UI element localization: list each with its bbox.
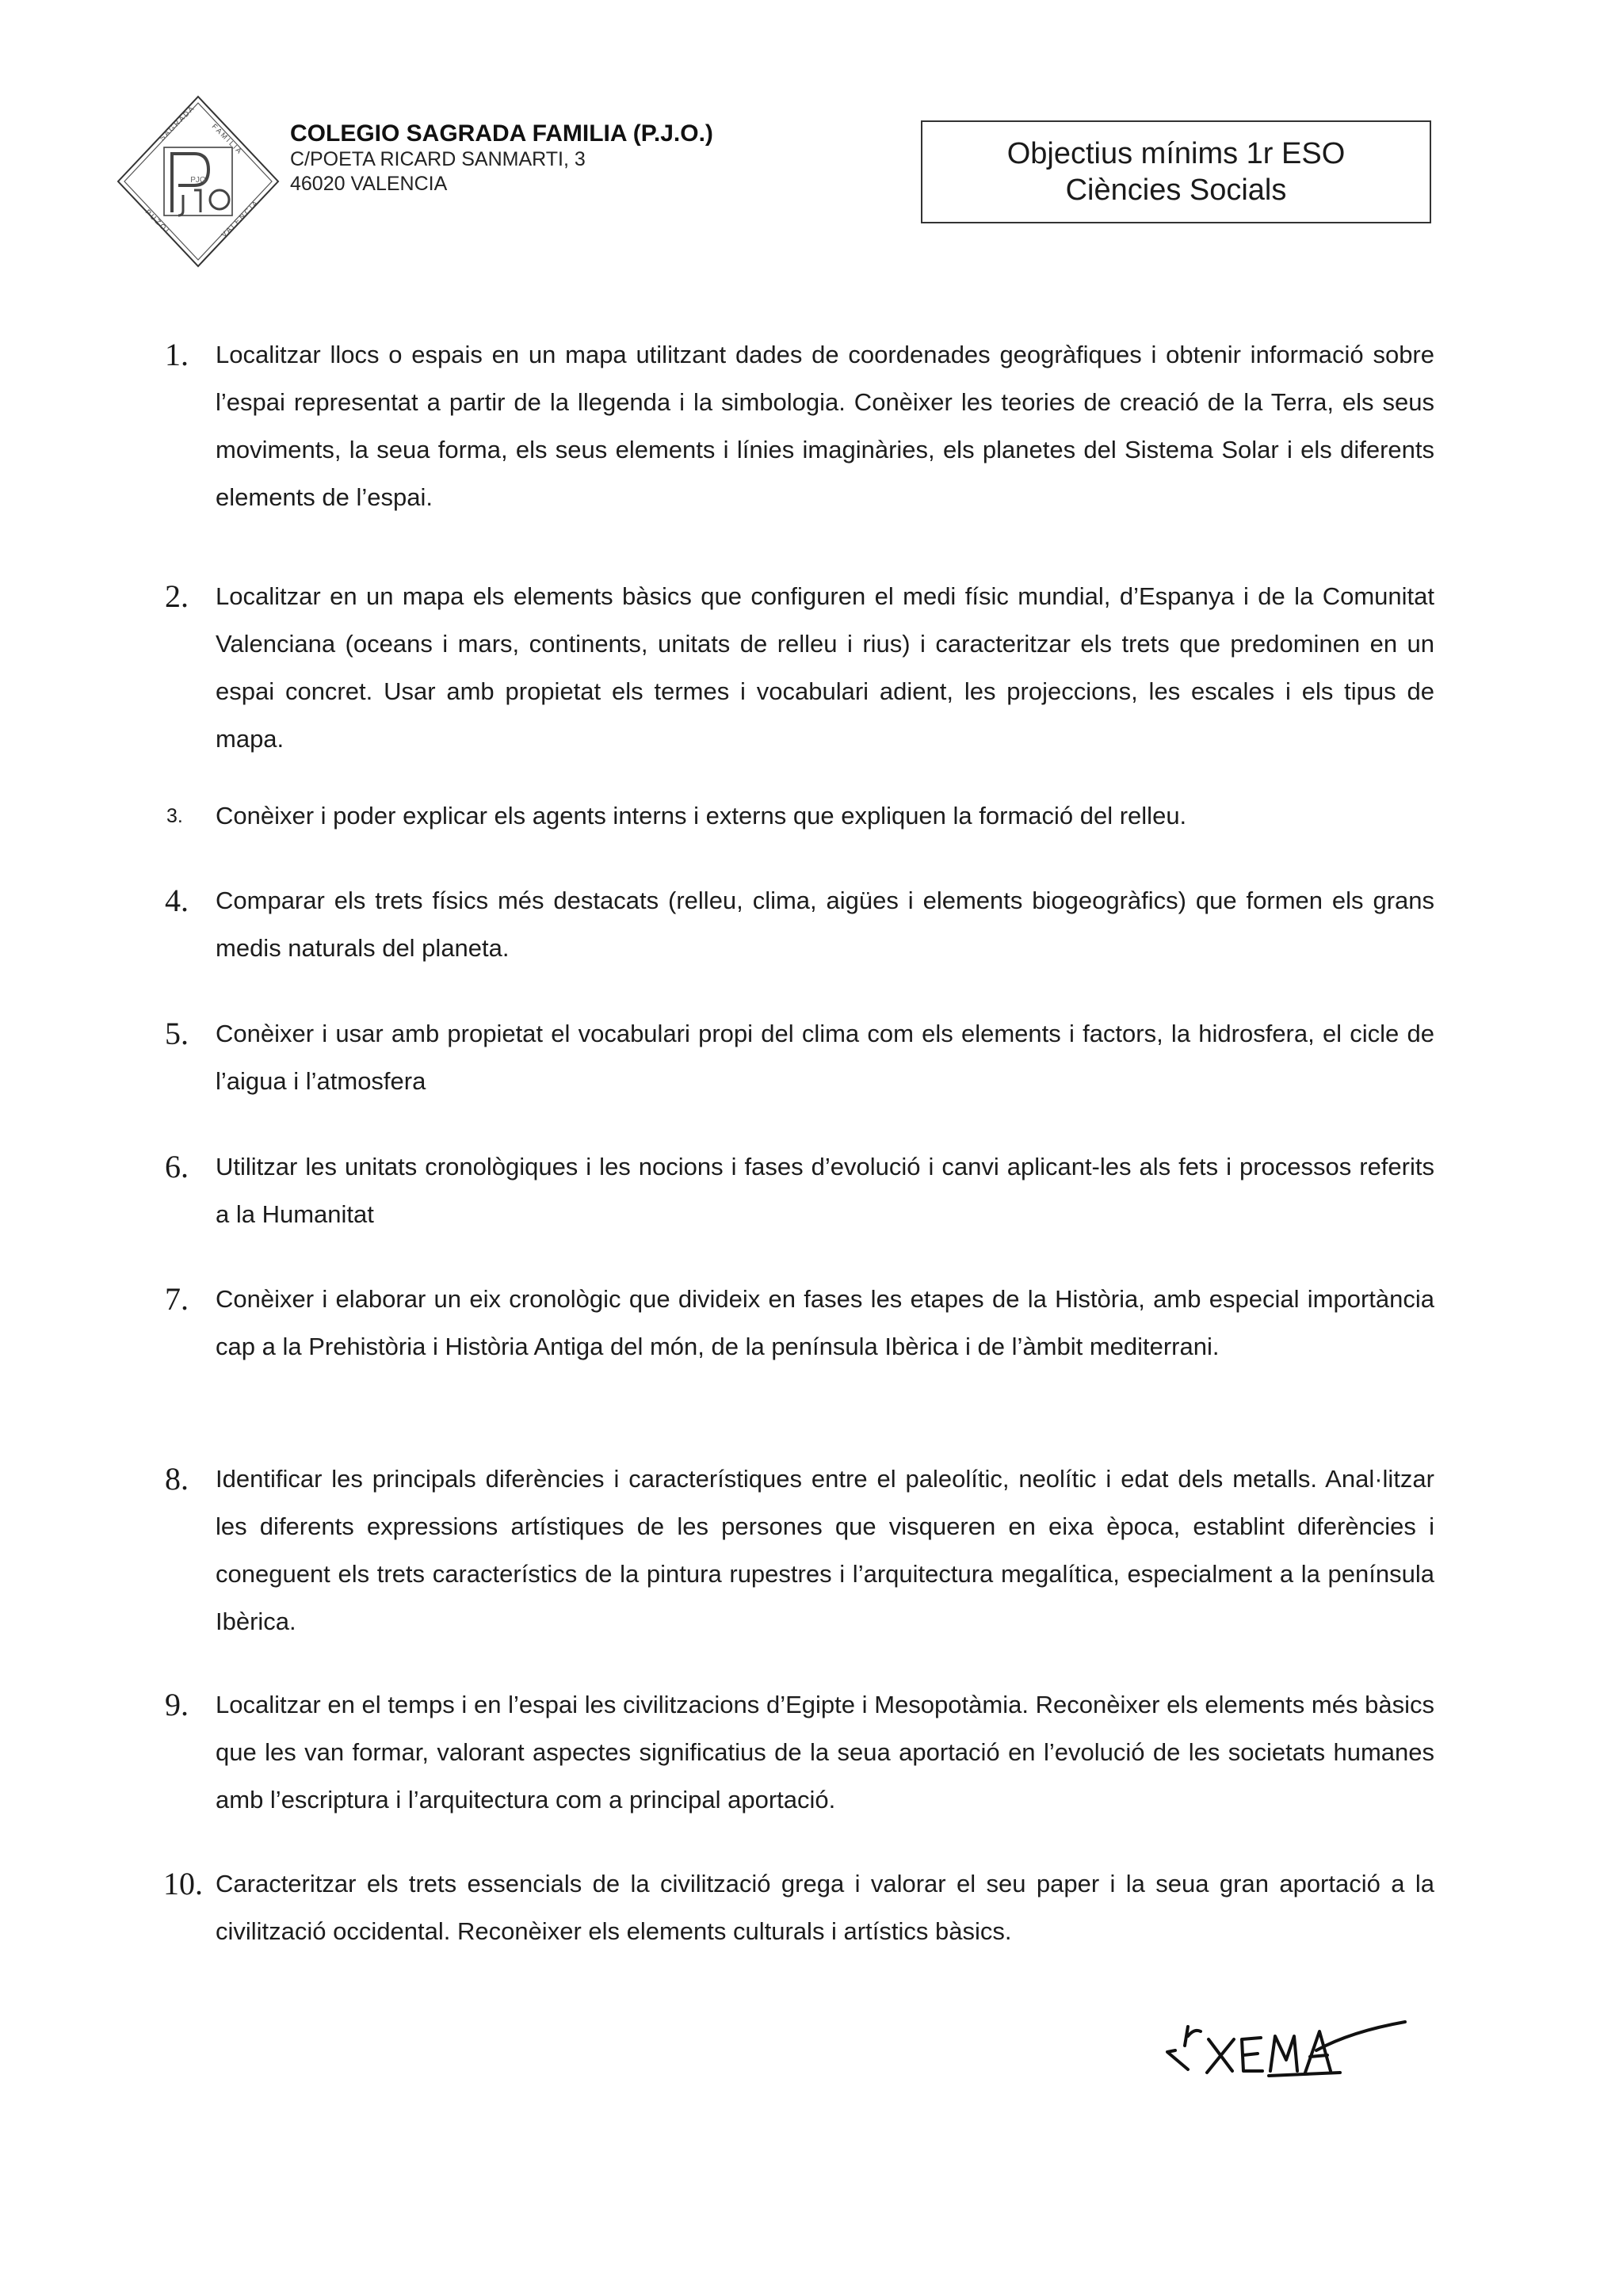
objective-text: Conèixer i elaborar un eix cronològic que divideix en fases les etapes de la Història, amb especial importància cap a la Prehistòria i Història Antiga del món, de la península Ibèrica i de l’àmbit mediterrani. — [216, 1285, 1434, 1360]
objective-item — [165, 1010, 1434, 1105]
svg-text:S A G R A D A: S A G R A D A — [158, 105, 196, 143]
objective-item — [165, 1455, 1434, 1646]
objective-text: Localitzar llocs o espais en un mapa utilitzant dades de coordenades geogràfiques i obtenir informació sobre l’espai representat a partir de la llegenda i la simbologia. Conèixer les teories de creació de la Terra, els seus moviments, la seua forma, els seus elements i línies imaginàries, els planetes del Sistema Solar i els diferents elements de l’espai. — [216, 341, 1434, 511]
objective-number: 4. — [165, 883, 189, 918]
objective-text: Utilitzar les unitats cronològiques i les nocions i fases d’evolució i canvi aplicant-les als fets i processos referits a la Humanitat — [216, 1153, 1434, 1228]
objective-item — [165, 877, 1434, 972]
objective-number: 5. — [165, 1016, 189, 1051]
objective-number: 2. — [165, 578, 189, 614]
objective-text: Localitzar en el temps i en l’espai les civilitzacions d’Egipte i Mesopotàmia. Reconèixer els elements més bàsics que les van formar, valorant aspectes significatius de la seua aportació en l’evolució de les societats humanes amb l’escriptura i l’arquitectura com a principal aportació. — [216, 1691, 1434, 1814]
objective-number: 6. — [165, 1149, 189, 1184]
svg-text:F A M I L I A: F A M I L I A — [210, 122, 243, 155]
objective-item — [165, 1276, 1434, 1371]
objective-text: Conèixer i poder explicar els agents interns i externs que expliquen la formació del relleu. — [216, 802, 1187, 830]
objective-text: Identificar les principals diferències i característiques entre el paleolític, neolític i edat dels metalls. Anal·litzar les diferents expressions artístiques de les persones que visqueren en eixa època, establint diferències i coneguent els trets característics de la pintura rupestres i l’arquitectura megalítica, especialment a la península Ibèrica. — [216, 1465, 1434, 1635]
objective-number: 3. — [166, 805, 183, 827]
logo-monogram: PJO — [190, 176, 206, 185]
school-name: COLEGIO SAGRADA FAMILIA (P.J.O.) — [290, 120, 713, 147]
objective-number: 8. — [165, 1461, 189, 1497]
objective-number: 9. — [165, 1687, 189, 1722]
objective-item — [163, 1860, 1434, 1955]
svg-text:P U Z O L: P U Z O L — [143, 208, 172, 236]
signature — [1161, 2004, 1415, 2092]
svg-text:V A L E N C I A: V A L E N C I A — [220, 199, 259, 239]
objective-text: Comparar els trets físics més destacats (relleu, clima, aigües i elements biogeogràfics) que formen els grans medis naturals del planeta. — [216, 887, 1434, 962]
objective-number: 10. — [163, 1866, 203, 1901]
handwritten-signature-icon — [1161, 2004, 1415, 2092]
objective-item — [165, 331, 1434, 521]
objective-text: Caracteritzar els trets essencials de la civilització grega i valorar el seu paper i la seua gran aportació a la civilització occidental. Reconèixer els elements culturals i artístics bàsics. — [216, 1870, 1434, 1945]
document-subject: Ciències Socials — [1065, 174, 1287, 207]
school-address: C/POETA RICARD SANMARTI, 3 — [290, 148, 586, 170]
objective-number: 7. — [165, 1281, 189, 1317]
objective-number: 1. — [165, 337, 189, 372]
school-city: 46020 VALENCIA — [290, 173, 448, 195]
objective-item — [165, 1143, 1434, 1238]
objective-item — [165, 573, 1434, 763]
objective-item — [166, 792, 1434, 840]
objective-text: Conèixer i usar amb propietat el vocabulari propi del clima com els elements i factors, la hidrosfera, el cicle de l’aigua i l’atmosfera — [216, 1020, 1434, 1095]
document-title: Objectius mínims 1r ESO — [1006, 137, 1346, 170]
objective-text: Localitzar en un mapa els elements bàsics que configuren el medi físic mundial, d’Espanya i de la Comunitat Valenciana (oceans i mars, continents, unitats de relleu i rius) i caracteritzar els trets que predominen en un espai concret. Usar amb propietat els termes i vocabulari adient, les projeccions, les escales i els tipus de mapa. — [216, 582, 1434, 753]
objective-item — [165, 1681, 1434, 1824]
